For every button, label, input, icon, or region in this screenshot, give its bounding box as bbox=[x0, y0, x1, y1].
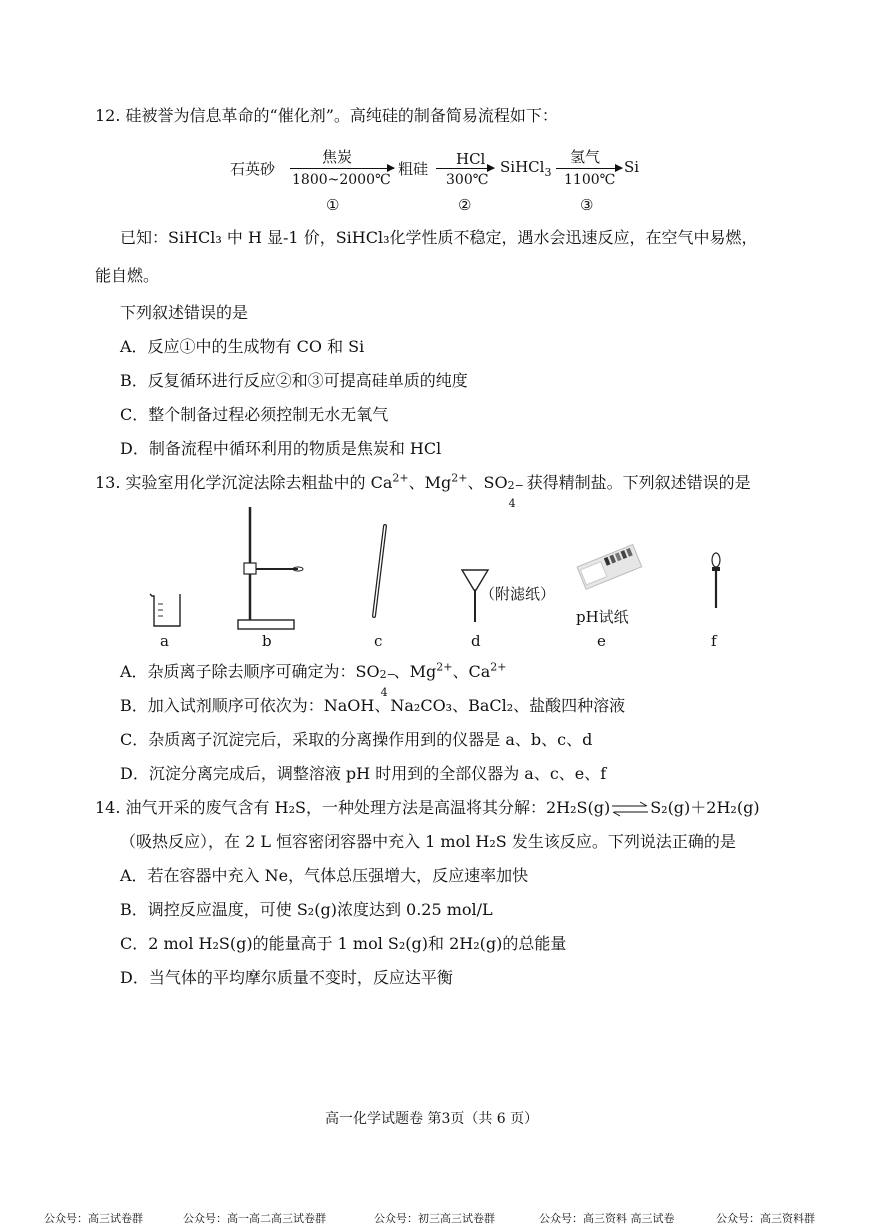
q12-option-b: B．反复循环进行反应②和③可提高硅单质的纯度 bbox=[120, 371, 468, 390]
label-e: e bbox=[597, 632, 606, 650]
iron-stand-icon bbox=[228, 505, 308, 633]
flow-step3-num: ③ bbox=[580, 196, 594, 214]
flow-step2-num: ② bbox=[458, 196, 472, 214]
q14-option-a: A．若在容器中充入 Ne，气体总压强增大，反应速率加快 bbox=[120, 866, 529, 885]
q13-option-b: B．加入试剂顺序可依次为：NaOH、Na₂CO₃、BaCl₂、盐酸四种溶液 bbox=[120, 696, 626, 715]
label-b: b bbox=[262, 632, 272, 650]
dropper-icon bbox=[706, 550, 726, 612]
flow-arrow-3 bbox=[556, 168, 622, 169]
q12-ask: 下列叙述错误的是 bbox=[120, 303, 249, 322]
q13-option-c: C．杂质离子沉淀完后，采取的分离操作用到的仪器是 a、b、c、d bbox=[120, 730, 593, 749]
flow-step1-num: ① bbox=[326, 196, 340, 214]
label-f: f bbox=[711, 632, 717, 650]
q14-option-d: D．当气体的平均摩尔质量不变时，反应达平衡 bbox=[120, 968, 453, 987]
flow-end: Si bbox=[624, 158, 640, 176]
label-a: a bbox=[160, 632, 169, 650]
q12-known-1: 已知：SiHCl₃ 中 H 显-1 价，SiHCl₃化学性质不稳定，遇水会迅速反应，在空气中易燃， bbox=[120, 228, 758, 247]
watermark-1: 公众号：高三试卷群 bbox=[44, 1212, 143, 1225]
q13-option-a: A．杂质离子除去顺序可确定为：SO 2− 4 、$Mg^{2+}$、$Ca^{2+}$ bbox=[120, 660, 507, 699]
q12-option-d: D．制备流程中循环利用的物质是焦炭和 HCl bbox=[120, 439, 442, 458]
filter-paper-note: （附滤纸） bbox=[480, 585, 556, 603]
ph-paper-icon bbox=[572, 538, 652, 598]
flow-step2-temp: 300℃ bbox=[446, 172, 489, 188]
q14-stem-line1: 14. 油气开采的废气含有 H₂S，一种处理方法是高温将其分解：2H₂S(g) S₂(g)＋2H₂(g) bbox=[95, 798, 760, 817]
q12-stem: 12. 硅被誉为信息革命的“催化剂”。高纯硅的制备简易流程如下： bbox=[95, 106, 558, 125]
flow-start: 石英砂 bbox=[230, 160, 276, 178]
q12-known-2: 能自燃。 bbox=[95, 266, 160, 285]
flow-step1-reagent: 焦炭 bbox=[322, 148, 353, 166]
q13-stem: 13. 实验室用化学沉淀法除去粗盐中的 $Ca^{2+}$、$Mg^{2+}$、SO 2− 4 获得精制盐。下列叙述错误的是 bbox=[95, 471, 751, 510]
q12-option-c: C．整个制备过程必须控制无水无氧气 bbox=[120, 405, 389, 424]
label-d: d bbox=[471, 632, 481, 650]
q14-option-b: B．调控反应温度，可使 S₂(g)浓度达到 0.25 mol/L bbox=[120, 900, 493, 919]
watermark-2: 公众号：高一高二高三试卷群 bbox=[183, 1212, 326, 1225]
flow-step3-temp: 1100℃ bbox=[564, 172, 616, 188]
q14-option-c: C．2 mol H₂S(g)的能量高于 1 mol S₂(g)和 2H₂(g)的总能量 bbox=[120, 934, 567, 953]
flow-mid1: 粗硅 bbox=[398, 160, 429, 178]
glass-rod-icon bbox=[368, 522, 392, 622]
q13-option-d: D．沉淀分离完成后，调整溶液 pH 时用到的全部仪器为 a、c、e、f bbox=[120, 764, 607, 783]
q12-option-a: A．反应①中的生成物有 CO 和 Si bbox=[120, 337, 365, 356]
equilibrium-arrow-icon bbox=[610, 802, 650, 816]
flow-arrow-1 bbox=[290, 168, 394, 169]
flow-mid2: SiHCl$_3$ bbox=[500, 158, 552, 179]
flow-step2-reagent: HCl bbox=[456, 150, 486, 168]
silicon-flow-diagram bbox=[228, 146, 648, 218]
q14-stem-line2: （吸热反应），在 2 L 恒容密闭容器中充入 1 mol H₂S 发生该反应。下列说法正确的是 bbox=[120, 832, 736, 851]
watermark-3: 公众号：初三高三试卷群 bbox=[374, 1212, 495, 1225]
beaker-icon bbox=[146, 590, 186, 630]
flow-arrow-2 bbox=[436, 168, 494, 169]
label-c: c bbox=[374, 632, 383, 650]
ph-paper-label: pH试纸 bbox=[576, 608, 629, 626]
flow-step3-reagent: 氢气 bbox=[570, 148, 601, 166]
watermark-5: 公众号：高三资料群 bbox=[716, 1212, 815, 1225]
page-footer: 高一化学试题卷 第3页（共 6 页） bbox=[325, 1111, 539, 1127]
flow-step1-temp: 1800~2000℃ bbox=[292, 172, 391, 188]
watermark-4: 公众号：高三资料 高三试卷 bbox=[539, 1212, 675, 1225]
